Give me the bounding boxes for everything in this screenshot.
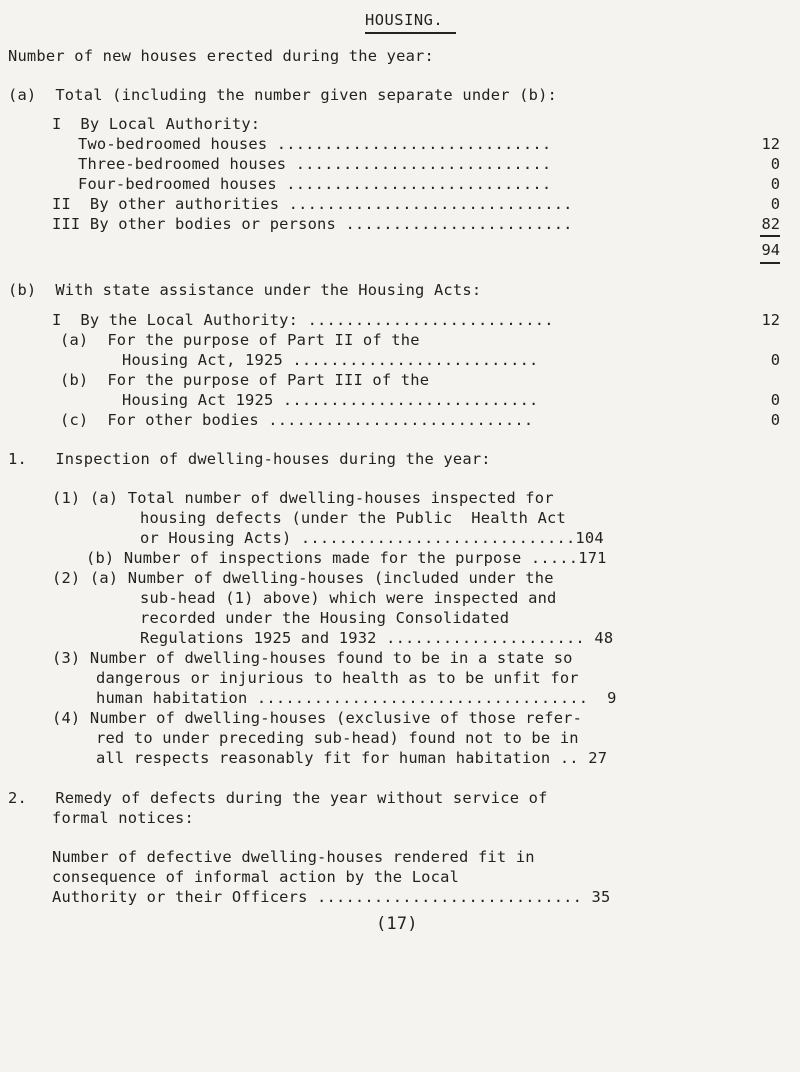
section-2-heading: 2. Remedy of defects during the year without service of — [8, 789, 548, 807]
other-bodies-b-value: 0 — [770, 411, 780, 429]
two-bedroom-label: Two-bedroomed houses ............................. — [78, 135, 552, 153]
by-local-authority-label: I By the Local Authority: .......................... — [52, 311, 554, 329]
other-bodies-label: III By other bodies or persons ........................ — [52, 215, 573, 233]
section-a-heading: (a) Total (including the number given separate under (b): — [8, 86, 558, 104]
section-a-total: 94 — [761, 241, 780, 259]
other-authorities-label: II By other authorities .............................. — [52, 195, 573, 213]
subtotal-rule — [760, 235, 780, 237]
section-1-line: human habitation ................................... 9 — [96, 689, 617, 707]
section-1-line: recorded under the Housing Consolidated — [140, 609, 510, 627]
four-bedroom-value: 0 — [770, 175, 780, 193]
page-title: HOUSING. — [365, 11, 444, 29]
total-rule — [760, 262, 780, 264]
section-1-line: (b) Number of inspections made for the purpose .....171 — [86, 549, 607, 567]
section-1-line: all respects reasonably fit for human habitation .. 27 — [96, 749, 608, 767]
section-1-line: (1) (a) Total number of dwelling-houses inspected for — [52, 489, 554, 507]
part-ii-line2: Housing Act, 1925 .......................... — [122, 351, 539, 369]
part-iii-value: 0 — [770, 391, 780, 409]
part-ii-value: 0 — [770, 351, 780, 369]
intro-line: Number of new houses erected during the year: — [8, 47, 434, 65]
three-bedroom-label: Three-bedroomed houses ........................... — [78, 155, 552, 173]
section-1-line: Regulations 1925 and 1932 ..................... 48 — [140, 629, 614, 647]
section-2-line: Authority or their Officers ............................ 35 — [52, 888, 611, 906]
other-authorities-value: 0 — [770, 195, 780, 213]
section-2-line: consequence of informal action by the Local — [52, 868, 460, 886]
part-ii-line1: (a) For the purpose of Part II of the — [60, 331, 420, 349]
section-1-line: sub-head (1) above) which were inspected and — [140, 589, 557, 607]
section-1-line: (2) (a) Number of dwelling-houses (included under the — [52, 569, 554, 587]
section-1-line: (4) Number of dwelling-houses (exclusive of those refer- — [52, 709, 583, 727]
other-bodies-b-label: (c) For other bodies ............................ — [60, 411, 534, 429]
section-2-line: Number of defective dwelling-houses rendered fit in — [52, 848, 535, 866]
section-1-line: dangerous or injurious to health as to be unfit for — [96, 669, 579, 687]
section-1-line: housing defects (under the Public Health Act — [140, 509, 566, 527]
section-1-line: (3) Number of dwelling-houses found to be in a state so — [52, 649, 573, 667]
page-number: (17) — [376, 914, 418, 934]
section-2-heading-cont: formal notices: — [52, 809, 194, 827]
two-bedroom-value: 12 — [761, 135, 780, 153]
part-iii-line2: Housing Act 1925 ........................... — [122, 391, 539, 409]
local-authority-heading: I By Local Authority: — [52, 115, 261, 133]
section-1-line: red to under preceding sub-head) found not to be in — [96, 729, 579, 747]
section-1-line: or Housing Acts) .............................104 — [140, 529, 604, 547]
section-b-heading: (b) With state assistance under the Housing Acts: — [8, 281, 482, 299]
title-underline — [365, 32, 456, 34]
other-bodies-value: 82 — [761, 215, 780, 233]
three-bedroom-value: 0 — [770, 155, 780, 173]
by-local-authority-value: 12 — [761, 311, 780, 329]
section-1-heading: 1. Inspection of dwelling-houses during the year: — [8, 450, 491, 468]
four-bedroom-label: Four-bedroomed houses ............................ — [78, 175, 552, 193]
part-iii-line1: (b) For the purpose of Part III of the — [60, 371, 430, 389]
